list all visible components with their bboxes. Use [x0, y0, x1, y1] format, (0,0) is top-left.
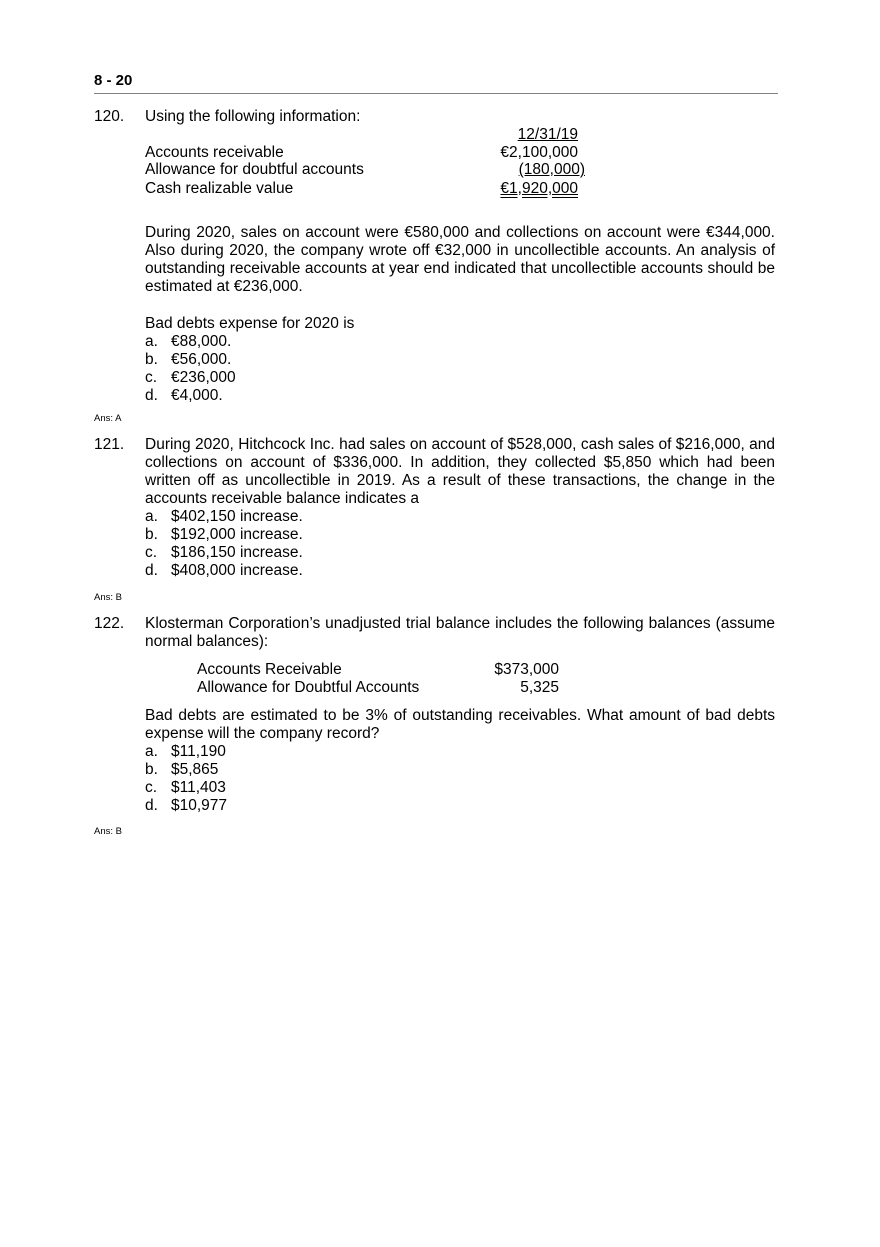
choice-letter: b. [145, 526, 158, 543]
table-row [197, 661, 559, 679]
choice-text: $192,000 increase. [171, 526, 303, 543]
row-label: Allowance for doubtful accounts [145, 161, 364, 178]
table-row [197, 679, 559, 697]
answer-key: Ans: A [94, 413, 122, 424]
choice-item [145, 761, 775, 779]
choice-item [145, 562, 775, 580]
choice-item [145, 351, 775, 369]
date-header: 12/31/19 [517, 126, 578, 143]
choice-letter: c. [145, 544, 158, 561]
choice-text: $402,150 increase. [171, 508, 303, 525]
choice-text: €56,000. [171, 351, 232, 368]
choice-item [145, 369, 775, 387]
choice-text: €236,000 [171, 369, 236, 386]
question-number: 121. [94, 436, 125, 453]
answer-choices [145, 743, 775, 815]
header-rule [94, 93, 778, 94]
choice-letter: d. [145, 562, 158, 579]
table-row [145, 180, 585, 198]
choice-letter: c. [145, 779, 158, 796]
question-paragraph: During 2020, sales on account were €580,000 and collections on account were €344,000. Also during 2020, the company wrote off €32,000 in uncollectible accounts. An analysis of outstanding receivable accounts at year end indicated that uncollectible accounts should be estimated at €236,000. [145, 224, 775, 295]
choice-item [145, 544, 775, 562]
row-label: Accounts receivable [145, 144, 284, 161]
answer-choices [145, 333, 775, 405]
question-paragraph: Klosterman Corporation’s unadjusted trial balance includes the following balances (assume normal balances): [145, 615, 775, 650]
question-paragraph: During 2020, Hitchcock Inc. had sales on account of $528,000, cash sales of $216,000, and collections on account of $336,000. In addition, they collected $5,850 which had been written off as uncollectible in 2019. As a result of these transactions, the change in the accounts receivable balance indicates a [145, 436, 775, 507]
choice-text: $10,977 [171, 797, 228, 814]
choice-text: $11,190 [171, 743, 226, 760]
question-number: 120. [94, 108, 125, 125]
choice-letter: c. [145, 369, 158, 386]
question-stem: Bad debts expense for 2020 is [145, 315, 355, 332]
row-label: Cash realizable value [145, 180, 294, 197]
trial-balance-table [197, 661, 559, 697]
choice-item [145, 779, 775, 797]
answer-key: Ans: B [94, 592, 122, 603]
choice-letter: a. [145, 743, 158, 760]
question-stem: Bad debts are estimated to be 3% of outstanding receivables. What amount of bad debts expense will the company record? [145, 707, 775, 742]
row-value: 5,325 [520, 679, 559, 696]
table-row [145, 144, 585, 162]
row-label: Allowance for Doubtful Accounts [197, 679, 420, 696]
choice-text: $408,000 increase. [171, 562, 303, 579]
choice-letter: d. [145, 387, 158, 404]
table-row [145, 161, 585, 179]
choice-item [145, 743, 775, 761]
choice-text: €88,000. [171, 333, 232, 350]
choice-item [145, 508, 775, 526]
choice-letter: a. [145, 333, 158, 350]
choice-letter: b. [145, 761, 158, 778]
row-value: $373,000 [494, 661, 559, 678]
question-121 [94, 436, 778, 580]
question-number: 122. [94, 615, 125, 632]
choice-letter: a. [145, 508, 158, 525]
answer-key: Ans: B [94, 826, 122, 837]
choice-text: €4,000. [171, 387, 223, 404]
answer-choices [145, 508, 775, 580]
choice-item [145, 387, 775, 405]
choice-item [145, 526, 775, 544]
question-120 [94, 108, 778, 405]
choice-letter: b. [145, 351, 158, 368]
row-value: (180,000) [518, 161, 585, 178]
row-label: Accounts Receivable [197, 661, 342, 678]
page-number: 8 - 20 [94, 72, 133, 89]
choice-item [145, 797, 775, 815]
financial-table [145, 126, 775, 198]
question-intro: Using the following information: [145, 108, 361, 125]
choice-item [145, 333, 775, 351]
choice-text: $5,865 [171, 761, 219, 778]
choice-letter: d. [145, 797, 158, 814]
choice-text: $186,150 increase. [171, 544, 303, 561]
question-122 [94, 615, 778, 815]
row-value: €1,920,000 [500, 180, 578, 197]
row-value: €2,100,000 [500, 144, 578, 161]
choice-text: $11,403 [171, 779, 226, 796]
